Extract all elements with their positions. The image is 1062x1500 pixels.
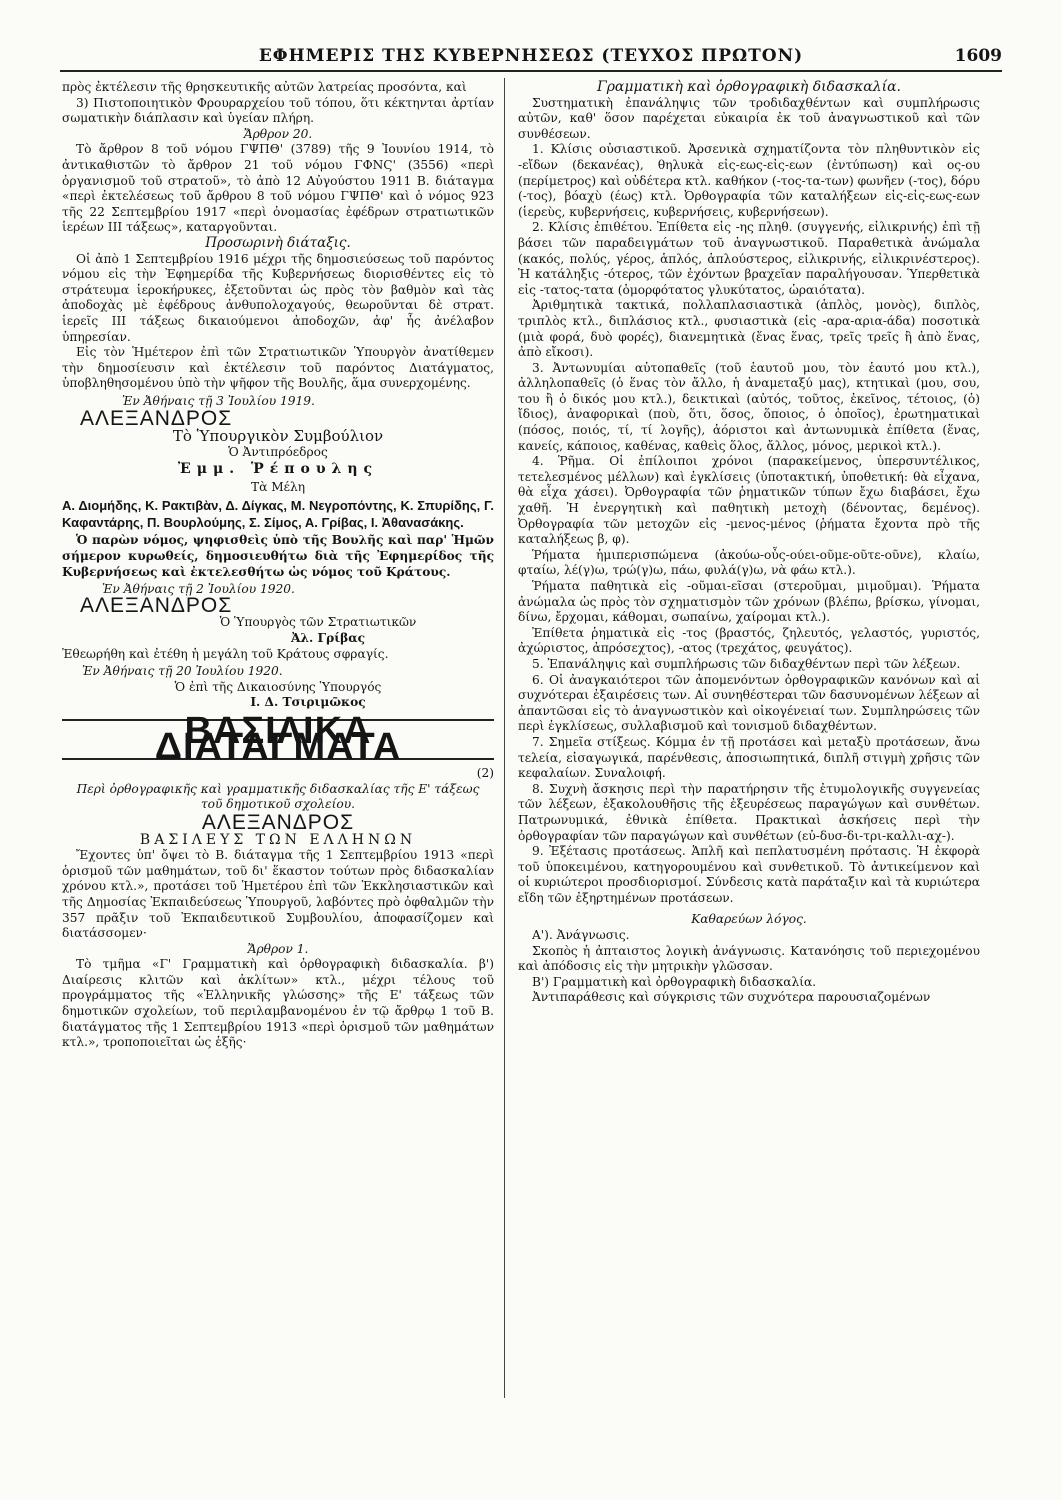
part-heading: Β') Γραμματικὴ καὶ ὀρθογραφικὴ διδασκαλία. [532, 974, 817, 989]
list-item: 6. Οἱ ἀναγκαιότεροι τῶν ἀπομενόντων ὀρθογραφικῶν κανόνων καὶ αἱ συχνότεραι ἐξαιρέσεις των. Αἱ συνηθέστεραι τῶν δασυνομένων λέξεων αἱ ἀπαντῶσαι εἰς τὸ ἀναγνωστικὸν καὶ οἰκογένειαί των. Συμπληρώσεις τῶν περὶ ἐγκλίσεως, συλλαβισμοῦ καὶ τονισμοῦ διδαχθέντων. [518, 672, 980, 734]
decree-number: (2) [476, 766, 494, 781]
minister-label: Ὁ Ὑπουργὸς τῶν Στρατιωτικῶν [219, 615, 417, 630]
left-column [62, 80, 494, 1051]
vice-label: Ὁ Ἀντιπρόεδρος [228, 444, 328, 459]
column-divider [504, 78, 505, 1398]
members-label: Τὰ Μέλη [250, 479, 306, 494]
section-heading: Γραμματικὴ καὶ ὀρθογραφικὴ διδασκαλία. [596, 79, 901, 95]
list-item: 1. Κλίσις οὐσιαστικοῦ. Ἀρσενικὰ σχηματίζοντα τὸν πληθυντικὸν εἰς -εἴδων (δεκανέας), θηλυκὰ εἰς-εως-εἰς-εων (ἐντύπωση) καὶ ος-ου (περίμετρος) καὶ οὐδέτερα κτλ. καθήκον (-τος-τα-των) φωνῆεν (-τος), δόρυ (-τος), βόαχὺ (έως) κτλ. Ὀρθογραφία τῶν καταλήξεων εἰς-εἰς-εως-εων (ἱερεὺς, κυβερνήσεις, κυβερνήσεις, κυβερνήσεων). [518, 142, 980, 219]
gazette-title: ΕΦΗΜΕΡΙΣ ΤΗΣ ΚΥΒΕΡΝΗΣΕΩΣ (ΤΕΥΧΟΣ ΠΡΩΤΟΝ) [258, 46, 804, 66]
paragraph: Ἐθεωρήθη καὶ ἐτέθη ἡ μεγάλη τοῦ Κράτους σφραγίς. [62, 646, 389, 661]
article-heading: Ἄρθρον 1. [247, 941, 309, 956]
paragraph: Ἔχοντες ὑπ' ὄψει τὸ Β. διάταγμα τῆς 1 Σεπτεμβρίου 1913 «περὶ ὁρισμοῦ τῶν μαθημάτων, τοῦ δι' ἕκαστον τούτων πρὸς διδασκαλίαν χρόνου κτλ.», προτάσει τοῦ Ἡμετέρου ἐπὶ τῶν Ἐκκλησιαστικῶν καὶ τῆς Δημοσίας Ἐκπαιδεύσεως Ὑπουργοῦ, λαβόντες πρὸ ὀφθαλμῶν τὴν 357 πρᾶξιν τοῦ Ἐκπαιδευτικοῦ Συμβουλίου, ἀποφασίζομεν καὶ διατάσσομεν· [62, 848, 494, 941]
paragraph: Οἱ ἀπὸ 1 Σεπτεμβρίου 1916 μέχρι τῆς δημοσιεύσεως τοῦ παρόντος νόμου εἰς τὴν Ἐφημερίδα τῆς Κυβερνήσεως διορισθέντες εἰς τὸ στράτευμα ἱεροκήρυκες, ἐξετοῦνται ὡς πρὸς τὸν βαθμὸν καὶ τὰς ἀποδοχὰς μὲ ἐφέδρους ἀνθυπολοχαγούς, θεωροῦνται δὲ στρατ. ἱερεῖς ΙΙΙ τάξεως δικαιούμενοι ἀποδοχῶν, ἀφ' ἧς ἀνέλαβον ὑπηρεσίαν. [62, 251, 494, 344]
council-label: Τὸ Ὑπουργικὸν Συμβούλιον [172, 427, 384, 446]
minister-name: Ἀλ. Γρίβας [290, 631, 366, 645]
justice-name: Ι. Δ. Τσιριμῶκος [250, 695, 366, 710]
page-number: 1609 [954, 46, 1002, 66]
paragraph: Συστηματικὴ ἐπανάληψις τῶν τροδιδαχθέντων καὶ συμπλήρωσις αὐτῶν, καθ' ὅσον παρέχεται εὐκαιρία ἐκ τοῦ ἀναγνωστικοῦ καὶ τῶν συνθέσεων. [518, 95, 980, 141]
section-heading: Προσωρινὴ διάταξις. [205, 234, 351, 251]
date-line: Ἐν Ἀθήναις τῇ 2 Ἰουλίου 1920. [102, 582, 295, 597]
king-title: ΒΑΣΙΛΕΥΣ ΤΩΝ ΕΛΛΗΝΩΝ [139, 831, 417, 848]
subheading: Καθαρεύων λόγος. [691, 912, 807, 927]
list-item: 9. Ἐξέτασις προτάσεως. Ἁπλῆ καὶ πεπλατυσμένη πρότασις. Ἡ ἐκφορὰ τοῦ ὑποκειμένου, κατηγορουμένου καὶ συνθετικοῦ. Τὸ ἀντικείμενον καὶ οἱ κυριώτεροι προσδιορισμοί. Σύνδεσις κατὰ παράταξιν καὶ τὰ κυριώτερα εἴδη τῶν ἐξηρτημένων προτάσεων. [518, 844, 980, 905]
decree-title: Περὶ ὀρθογραφικῆς καὶ γραμματικῆς διδασκαλίας τῆς Ε' τάξεως τοῦ δημοτικοῦ σχολείου. [76, 781, 480, 812]
paragraph: Ὁ παρὼν νόμος, ψηφισθεὶς ὑπὸ τῆς Βουλῆς καὶ παρ' Ἡμῶν σήμερον κυρωθείς, δημοσιευθήτω διὰ τῆς Ἐφημερίδος τῆς Κυβερνήσεως καὶ ἐκτελεσθήτω ὡς νόμος τοῦ Κράτους. [62, 533, 494, 579]
paragraph: Τὸ ἄρθρον 8 τοῦ νόμου ΓΨΠΘ' (3789) τῆς 9 Ἰουνίου 1914, τὸ ἀντικαθιστῶν τὸ ἄρθρον 21 τοῦ νόμου ΓΦΝϚ' (3556) «περὶ ὀργανισμοῦ τοῦ στρατοῦ», τὸ ἀπὸ 12 Αὐγούστου 1911 Β. διάταγμα «περὶ ἐκτελέσεως τοῦ ἄρθρου 8 τοῦ νόμου ΓΨΠΘ' καὶ ὁ νόμος 923 τῆς 22 Σεπτεμβρίου 1917 «περὶ ὀνομασίας ἐφέδρων στρατιωτικῶν ἱερέων ΙΙΙ τάξεως», καταργοῦνται. [62, 142, 494, 235]
list-item: Ῥήματα ἡμιπερισπώμενα (ἀκούω-οὖς-ούει-οῦμε-οῦτε-οῦνε), κλαίω, φταίω, λέ(γ)ω, τρώ(γ)ω, πάω, φυλά(γ)ω, νὰ φάω κτλ.). [518, 547, 980, 578]
list-item: 8. Συχνὴ ἄσκησις περὶ τὴν παρατήρησιν τῆς ἐτυμολογικῆς συγγενείας τῶν λέξεων, ἐξακολουθῆσις τῆς ἐξευρέσεως παραγώγων καὶ συνθέτων. Πατρωνυμικά, ἐθνικὰ ἐπίθετα. Πρακτικαὶ ἀσκήσεις περὶ τὴν ὀρθογραφίαν τῶν παραγώγων καὶ συνθέτων (εὐ-δυσ-δι-τρι-καλλι-αχ-). [518, 781, 980, 843]
paragraph: 3) Πιστοποιητικὸν Φρουραρχείου τοῦ τόπου, ὅτι κέκτηνται ἀρτίαν σωματικὴν διάπλασιν καὶ ὑγείαν πλήρη. [62, 95, 494, 126]
right-column [518, 80, 980, 1006]
section-title: ΒΑΣΙΛΙΚΑ ΔΙΑΤΑΓΜΑΤΑ [62, 719, 494, 760]
king-signature: ΑΛΕΞΑΝΔΡΟΣ [80, 407, 233, 431]
list-item: 4. Ῥῆμα. Οἱ ἐπίλοιποι χρόνοι (παρακείμενος, ὑπερσυντέλικος, τετελεσμένος μέλλων) καὶ ἐγκλίσεις (ὑποτακτική, ὑποθετική: θὰ εἶχανα, θὰ εἶχα χάσει). Ὀρθογραφία τῶν ῥηματικῶν τύπων ἔχω διαβάσει, ἔχω χαθῆ. Ἡ ἐνεργητικὴ καὶ παθητικὴ μετοχὴ (δένοντας, δεμένος). Ὀρθογραφία τῶν μετοχῶν εἰς -μενος-μένος (ῥήματα ἔχοντα πρὸ τῆς καταλήξεως β, φ). [518, 454, 980, 547]
list-item: 5. Ἐπανάληψις καὶ συμπλήρωσις τῶν διδαχθέντων περὶ τῶν λέξεων. [532, 656, 961, 671]
list-item: 7. Σημεῖα στίξεως. Κόμμα ἐν τῇ προτάσει καὶ μεταξὺ προτάσεων, ἄνω τελεία, εἰσαγωγικά, παρένθεσις, ἀποσιωπητικά, διπλῆ στιγμὴ χρῆσις τῶν κεφαλαίων. Συναλοιφή. [518, 734, 980, 781]
date-line: Ἐν Ἀθήναις τῇ 3 Ἰουλίου 1919. [122, 393, 315, 408]
paragraph: πρὸς ἐκτέλεσιν τῆς θρησκευτικῆς αὐτῶν λατρείας προσόντα, καὶ [62, 80, 467, 94]
date-line: Ἐν Ἀθήναις τῇ 20 Ἰουλίου 1920. [82, 664, 283, 679]
page-header [60, 44, 1002, 72]
justice-label: Ὁ ἐπὶ τῆς Δικαιοσύνης Ὑπουργός [174, 679, 382, 694]
part-heading: Α'). Ἀνάγνωσις. [532, 928, 630, 943]
paragraph: Εἰς τὸν Ἡμέτερον ἐπὶ τῶν Στρατιωτικῶν Ὑπουργὸν ἀνατίθεμεν τὴν δημοσίευσιν καὶ ἐκτέλεσιν τοῦ παρόντος Διατάγματος, ὑποβληθησομένου ὑπὸ τὴν ψῆφον τῆς Βουλῆς, ἅμα συνερχομένης. [62, 345, 494, 391]
list-item: Ἀριθμητικὰ τακτικά, πολλαπλασιαστικὰ (ἁπλὸς, μονὸς), διπλὸς, τριπλὸς κτλ., διπλάσιος κτλ., φυσιαστικὰ (εἰς -αρα-αρια-άδα) ποσοτικὰ (μιὰ φορά, δυὸ φορές), διανεμητικὰ (ἕνας ἕνας, τρεῖς τρεῖς ἢ ἀπὸ ἕνας, ἀπὸ εἴκοσι). [518, 298, 980, 360]
vice-name: Ἐμμ. Ῥέπουλης [177, 461, 379, 478]
members-list: Α. Διομήδης, Κ. Ρακτιβὰν, Δ. Δίγκας, Μ. Νεγροπόντης, Κ. Σπυρίδης, Γ. Καφαντάρης, Π. Βουρλούμης, Σ. Σίμος, Α. Γρίβας, Ι. Ἀθανασάκης. [62, 498, 494, 531]
article-heading: Ἄρθρον 20. [243, 126, 313, 141]
list-item: 2. Κλίσις ἐπιθέτου. Ἐπίθετα εἰς -ης πληθ. (συγγενής, εἰλικρινής) ἐπὶ τῇ βάσει τῶν παραδειγμάτων τοῦ ἀναγνωστικοῦ. Παραθετικὰ ἀνώμαλα (κακός, πολύς, γέρος, ἁπλός, ἁπλούστερος, εἰλικρινής, εἰλικρινέστερος). Ἡ κατάληξις -ότερος, τῶν ἐχόντων βραχεῖαν παραλήγουσαν. Ὑπερθετικὰ εἰς -τατος-τατα (ὁμορφότατος γλυκύτατος, ὡραιότατα). [518, 220, 980, 297]
king-signature: ΑΛΕΞΑΝΔΡΟΣ [80, 593, 233, 617]
paragraph: Τὸ τμῆμα «Γ' Γραμματικὴ καὶ ὀρθογραφικὴ διδασκαλία. β') Διαίρεσις κλιτῶν καὶ ἀκλίτων» κτλ., μέχρι τέλους τοῦ προγράμματος τῆς «Ἑλληνικῆς γλώσσης» τῆς Ε' τάξεως τῶν δημοτικῶν σχολείων, τοῦ περιλαμβανομένου ἐν τῷ ἄρθρῳ 1 τοῦ Β. διατάγματος τῆς 1 Σεπτεμβρίου 1913 «περὶ ὁρισμοῦ τῶν μαθημάτων κτλ.», τροποποιεῖται ὡς ἑξῆς· [62, 957, 494, 1050]
paragraph: Σκοπὸς ἡ ἀπταιστος λογικὴ ἀνάγνωσις. Κατανόησις τοῦ περιεχομένου καὶ ἀπόδοσις εἰς τὴν μητρικὴν γλῶσσαν. [518, 943, 980, 974]
list-item: Ἐπίθετα ῥηματικὰ εἰς -τος (βραστός, ζηλευτός, γελαστός, γυριστός, ἀχώριστος, ἀπρόσεχτος), -ατος (τρεχάτος, φευγάτος). [518, 625, 980, 656]
list-item: Ῥήματα παθητικὰ εἰς -οῦμαι-εῖσαι (στεροῦμαι, μιμοῦμαι). Ῥήματα ἀνώμαλα ὡς πρὸς τὸν σχηματισμὸν τῶν χρόνων (βλέπω, βρίσκω, γίνομαι, δίνω, ἔρχομαι, κάθομαι, σωπαίνω, χαίρομαι κτλ.). [518, 579, 980, 625]
king-heading: ΑΛΕΞΑΝΔΡΟΣ [201, 810, 355, 834]
paragraph: Ἀντιπαράθεσις καὶ σύγκρισις τῶν συχνότερα παρουσιαζομένων [532, 990, 931, 1005]
list-item: 3. Ἀντωνυμίαι αὐτοπαθεῖς (τοῦ ἑαυτοῦ μου, τὸν ἑαυτό μου κτλ.), ἀλληλοπαθεῖς (ὁ ἕνας τὸν ἄλλο, ἡ ἀναμεταξύ μας), κτητικαὶ (μου, σου, του ἢ ὁ δικός μου κτλ.), δεικτικαὶ (αὐτός, τοῦτος, ἐκεῖνος, τέτοιος, (ὁ) ἴδιος), ἀναφορικαὶ (ποὺ, ὅτι, ὅσος, ὅποιος, ὁ ὁποῖος), ἐρωτηματικαὶ (πόσος, ποιός, τί, τί λογῆς), ἀόριστοι καὶ ἀντωνυμικὰ ἐπίθετα (ἕνας, κανείς, κάποιος, καθένας, καθεὶς ὅλος, ἄλλος, μόνος, μερικοὶ κτλ.). [518, 360, 980, 453]
